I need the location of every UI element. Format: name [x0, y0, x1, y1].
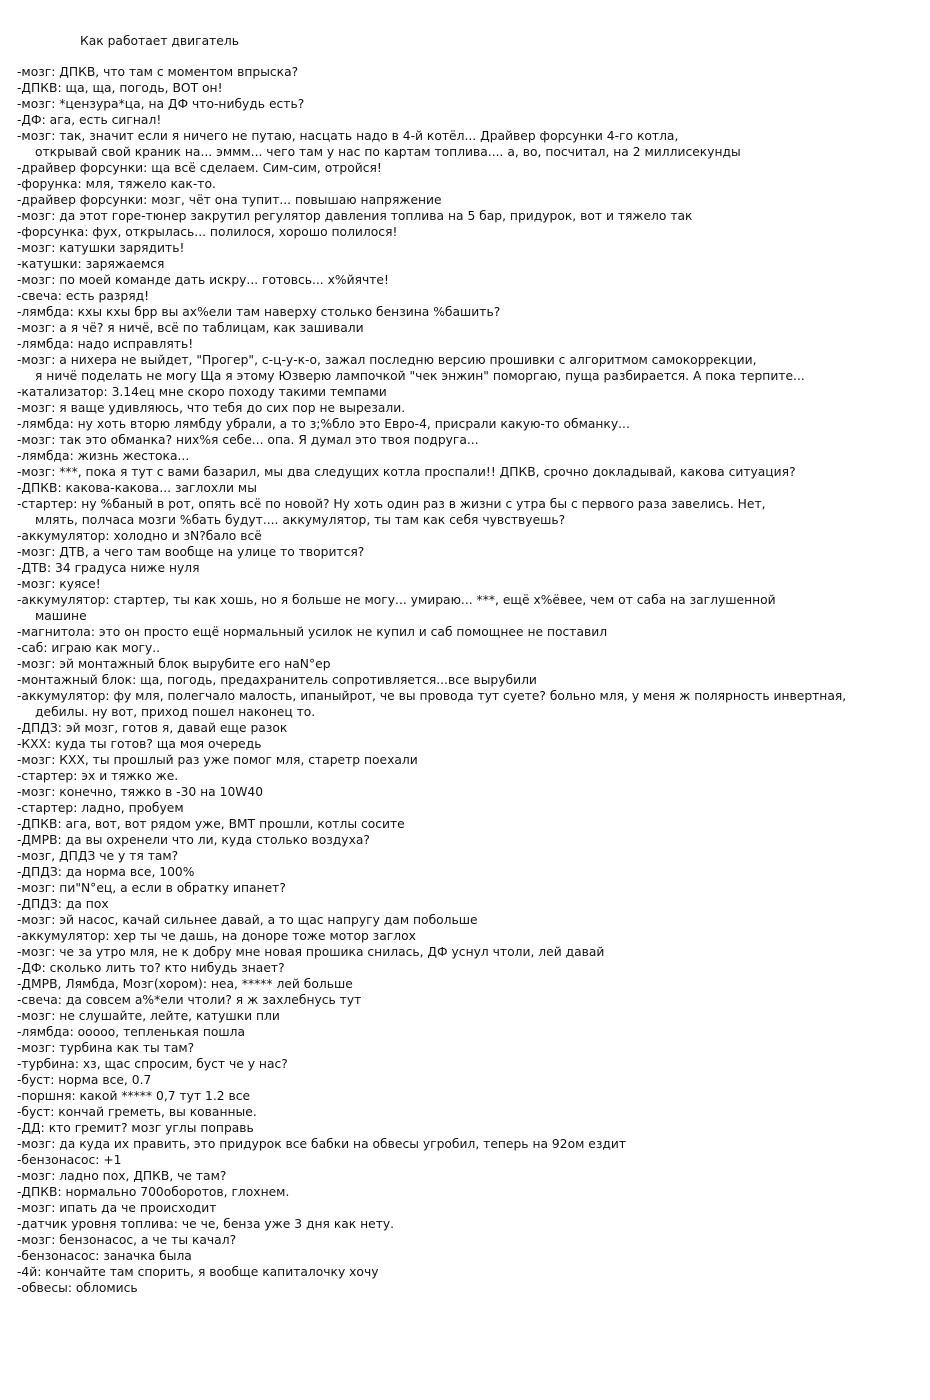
- dialogue-line: -мозг: катушки зарядить!: [17, 241, 185, 255]
- dialogue-line: -буст: норма все, 0.7: [17, 1073, 152, 1087]
- dialogue-line: -ДФ: сколько лить то? кто нибудь знает?: [17, 961, 285, 975]
- dialogue-line: -бензонасос: заначка была: [17, 1249, 192, 1263]
- dialogue-line: -мозг: куясе!: [17, 577, 101, 591]
- dialogue-line-continuation: машине: [35, 609, 87, 623]
- dialogue-line: -стартер: эх и тяжко же.: [17, 769, 179, 783]
- dialogue-line: -мозг: КХХ, ты прошлый раз уже помог мля, старетр поехали: [17, 753, 418, 767]
- dialogue-line: -мозг: эй насос, качай сильнее давай, а то щас напругу дам побольше: [17, 913, 478, 927]
- dialogue-line-continuation: открывай свой краник на... эммм... чего там у нас по картам топлива.... а, во, посчитал, на 2 миллисекунды: [35, 145, 741, 159]
- dialogue-line: -мозг: бензонасос, а че ты качал?: [17, 1233, 237, 1247]
- dialogue-line: -ДМРВ, Лямбда, Мозг(хором): неа, ***** лей больше: [17, 977, 353, 991]
- dialogue-line: -ДПДЗ: да пох: [17, 897, 109, 911]
- dialogue-line: -мозг: ***, пока я тут с вами базарил, мы два следущих котла проспали!! ДПКВ, срочно докладывай, какова ситуация?: [17, 465, 796, 479]
- dialogue-line: -ДМРВ: да вы охренели что ли, куда столько воздуха?: [17, 833, 370, 847]
- dialogue-line: -лямбда: ооооо, тепленькая пошла: [17, 1025, 246, 1039]
- dialogue-line: -мозг: ладно пох, ДПКВ, че там?: [17, 1169, 227, 1183]
- dialogue-line: -аккумулятор: фу мля, полегчало малость, ипаныйрот, че вы провода тут суете? больно мля, у меня ж полярность инвертная,: [17, 689, 847, 703]
- dialogue-line: -мозг: турбина как ты там?: [17, 1041, 195, 1055]
- dialogue-line: -магнитола: это он просто ещё нормальный усилок не купил и саб помощнее не поставил: [17, 625, 608, 639]
- dialogue-line: -катализатор: 3.14ец мне скоро походу такими темпами: [17, 385, 387, 399]
- dialogue-line: -ДПДЗ: да норма все, 100%: [17, 865, 195, 879]
- dialogue-lines: [17, 64, 922, 1296]
- dialogue-line: -свеча: да совсем а%*ели чтоли? я ж захлебнусь тут: [17, 993, 362, 1007]
- dialogue-line: -драйвер форсунки: мозг, чёт она тупит... повышаю напряжение: [17, 193, 442, 207]
- dialogue-line: -мозг: пи"N°ец, а если в обратку ипанет?: [17, 881, 286, 895]
- dialogue-line: -лямбда: кхы кхы брр вы ах%ели там наверху столько бензина %башить?: [17, 305, 501, 319]
- dialogue-line: -аккумулятор: стартер, ты как хошь, но я больше не могу... умираю... ***, ещё х%ёвее, чем от саба на заглушенной: [17, 593, 776, 607]
- dialogue-line: -свеча: есть разряд!: [17, 289, 150, 303]
- dialogue-line: -мозг: конечно, тяжко в -30 на 10W40: [17, 785, 264, 799]
- dialogue-line: -турбина: хз, щас спросим, буст че у нас?: [17, 1057, 288, 1071]
- dialogue-line: -мозг: не слушайте, лейте, катушки пли: [17, 1009, 280, 1023]
- dialogue-line: -аккумулятор: хер ты че дашь, на доноре тоже мотор заглох: [17, 929, 416, 943]
- dialogue-line: -ДПКВ: какова-какова... заглохли мы: [17, 481, 257, 495]
- dialogue-line: -монтажный блок: ща, погодь, предахранитель сопротивляется...все вырубили: [17, 673, 537, 687]
- dialogue-line: -буст: кончай греметь, вы кованные.: [17, 1105, 257, 1119]
- dialogue-line-continuation: я ничё поделать не могу Ща я этому Юзверю лампочкой "чек энжин" поморгаю, пуща разбирается. А пока терпите...: [35, 369, 805, 383]
- dialogue-line: -ДПДЗ: эй мозг, готов я, давай еще разок: [17, 721, 288, 735]
- dialogue-line: -катушки: заряжаемся: [17, 257, 165, 271]
- dialogue-line: -поршня: какой ***** 0,7 тут 1.2 все: [17, 1089, 251, 1103]
- dialogue-line: -ДПКВ: нормально 700оборотов, глохнем.: [17, 1185, 290, 1199]
- dialogue-line: -мозг: да этот горе-тюнер закрутил регулятор давления топлива на 5 бар, придурок, вот и тяжело так: [17, 209, 693, 223]
- dialogue-line: -мозг, ДПДЗ че у тя там?: [17, 849, 179, 863]
- dialogue-line: -обвесы: обломись: [17, 1281, 138, 1295]
- dialogue-line: -форсунка: фух, открылась... полилося, хорошо полилося!: [17, 225, 398, 239]
- dialogue-line: -аккумулятор: холодно и зN?бало всё: [17, 529, 262, 543]
- dialogue-line: -КХХ: куда ты готов? ща моя очередь: [17, 737, 262, 751]
- dialogue-line: -мозг: че за утро мля, не к добру мне новая прошика снилась, ДФ уснул чтоли, лей давай: [17, 945, 605, 959]
- dialogue-line: -мозг: ДПКВ, что там с моментом впрыска?: [17, 65, 299, 79]
- dialogue-line: -бензонасос: +1: [17, 1153, 122, 1167]
- dialogue-line: -датчик уровня топлива: че че, бенза уже 3 дня как нету.: [17, 1217, 395, 1231]
- dialogue-line-continuation: млять, полчаса мозги %бать будут.... аккумулятор, ты там как себя чувствуешь?: [35, 513, 566, 527]
- dialogue-line: -лямбда: жизнь жестока...: [17, 449, 190, 463]
- dialogue-line: -стартер: ну %баный в рот, опять всё по новой? Ну хоть один раз в жизни с утра бы с первого раза завелись. Нет,: [17, 497, 766, 511]
- dialogue-line: -мозг: ипать да че происходит: [17, 1201, 217, 1215]
- dialogue-line: -ДФ: ага, есть сигнал!: [17, 113, 162, 127]
- dialogue-line: -мозг: по моей команде дать искру... готовсь... х%йячте!: [17, 273, 389, 287]
- dialogue-line: -лямбда: ну хоть вторю лямбду убрали, а то з;%бло это Евро-4, присрали какую-то обманку...: [17, 417, 630, 431]
- dialogue-line: -ДТВ: 34 градуса ниже нуля: [17, 561, 200, 575]
- dialogue-line: -стартер: ладно, пробуем: [17, 801, 184, 815]
- dialogue-line: -лямбда: надо исправлять!: [17, 337, 194, 351]
- dialogue-line: -мозг: а я чё? я ничё, всё по таблицам, как зашивали: [17, 321, 364, 335]
- dialogue-line: -мозг: ДТВ, а чего там вообще на улице то творится?: [17, 545, 365, 559]
- dialogue-line: -мозг: я ваще удивляюсь, что тебя до сих пор не вырезали.: [17, 401, 406, 415]
- dialogue-line: -мозг: а нихера не выйдет, "Прогер", с-ц-у-к-о, зажал последню версию прошивки с алгоритмом самокоррекции,: [17, 353, 757, 367]
- dialogue-line: -мозг: так, значит если я ничего не путаю, насцать надо в 4-й котёл... Драйвер форсунки 4-го котла,: [17, 129, 679, 143]
- dialogue-line: -ДПКВ: ага, вот, вот рядом уже, ВМТ прошли, котлы сосите: [17, 817, 405, 831]
- dialogue-line-continuation: дебилы. ну вот, приход пошел наконец то.: [35, 705, 316, 719]
- dialogue-line: -драйвер форсунки: ща всё сделаем. Сим-сим, отройся!: [17, 161, 382, 175]
- dialogue-line: -саб: играю как могу..: [17, 641, 161, 655]
- dialogue-line: -ДПКВ: ща, ща, погодь, ВОТ он!: [17, 81, 223, 95]
- dialogue-line: -мозг: да куда их править, это придурок все бабки на обвесы угробил, теперь на 92ом ездит: [17, 1137, 627, 1151]
- dialogue-line: -4й: кончайте там спорить, я вообще капиталочку хочу: [17, 1265, 379, 1279]
- dialogue-line: -форунка: мля, тяжело как-то.: [17, 177, 216, 191]
- dialogue-line: -мозг: так это обманка? них%я себе... опа. Я думал это твоя подруга...: [17, 433, 479, 447]
- dialogue-line: -мозг: эй монтажный блок вырубите его наN°ер: [17, 657, 331, 671]
- dialogue-line: -мозг: *цензура*ца, на ДФ что-нибудь есть?: [17, 97, 305, 111]
- dialogue-line: -ДД: кто гремит? мозг углы поправь: [17, 1121, 254, 1135]
- document-title: Как работает двигатель: [80, 34, 239, 48]
